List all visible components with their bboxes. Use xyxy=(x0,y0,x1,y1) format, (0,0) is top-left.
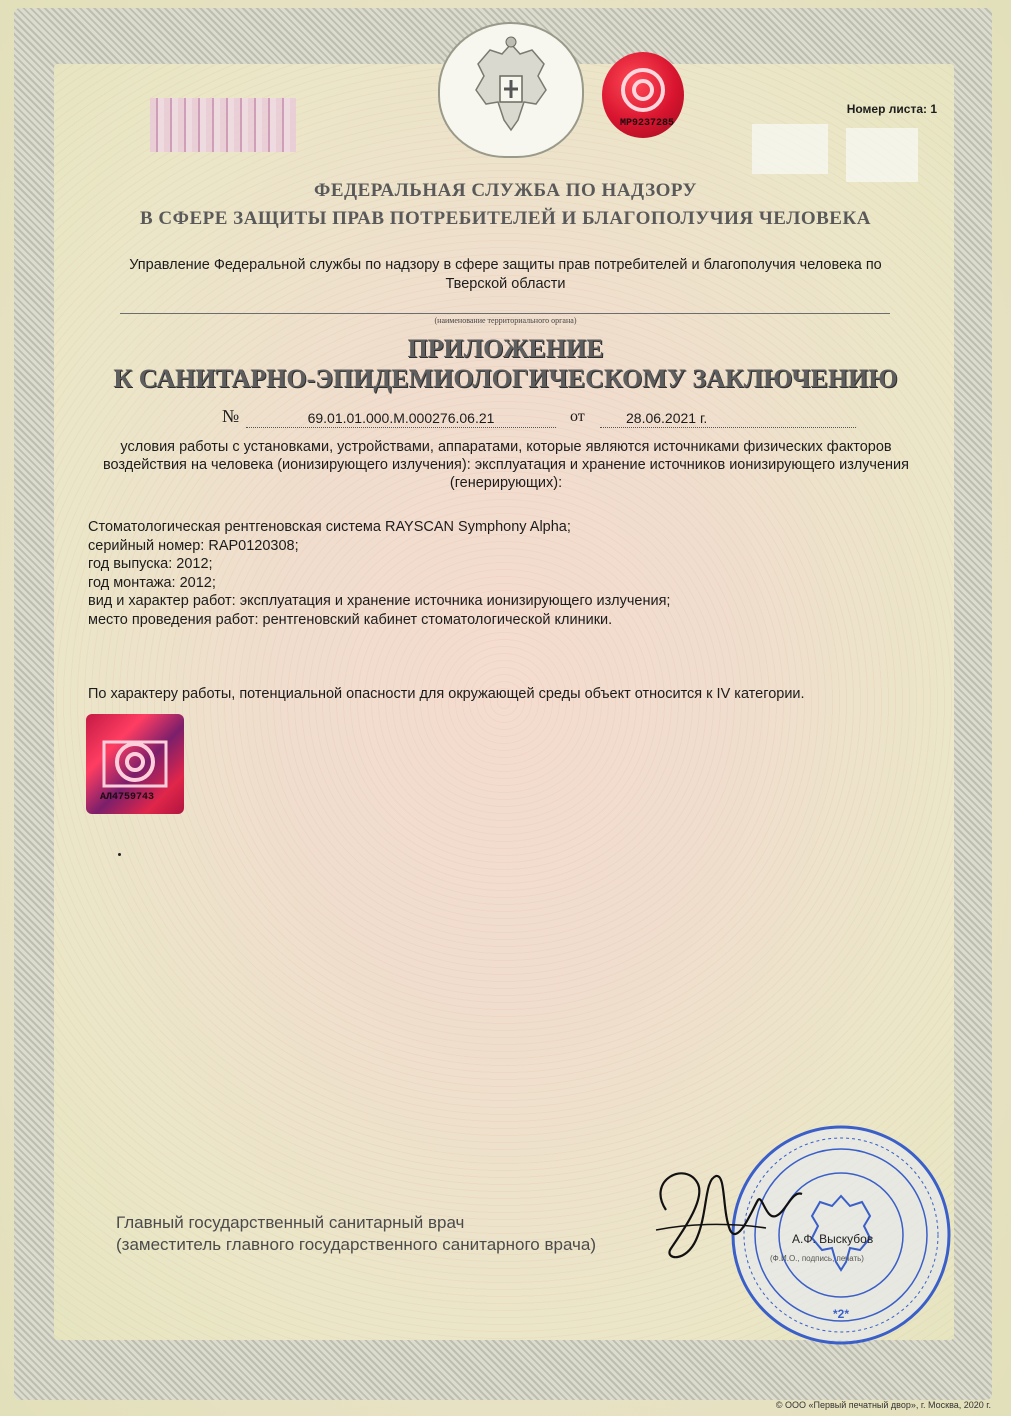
blank-area xyxy=(752,124,828,174)
ink-dot xyxy=(118,853,121,856)
territorial-caption: (наименование территориального органа) xyxy=(434,316,577,325)
hologram-sticker xyxy=(86,714,184,814)
blank-area xyxy=(846,128,918,182)
detail-line: год монтажа: 2012; xyxy=(88,574,216,591)
signatory-position-line-1: Главный государственный санитарный врач xyxy=(116,1213,465,1232)
hologram-code: МР9237285 xyxy=(620,118,675,129)
date-prefix: от xyxy=(570,408,585,425)
signatory-position-line-2: (заместитель главного государственного санитарного врача) xyxy=(116,1235,596,1254)
hologram-sticker xyxy=(602,52,684,138)
svg-text:*2*: *2* xyxy=(832,1307,850,1321)
signature-caption: (Ф.И.О., подпись, печать) xyxy=(770,1254,864,1263)
territorial-body: Управление Федеральной службы по надзору в сфере защиты прав потребителей и благополучия человека по Тверской области xyxy=(129,257,882,292)
agency-name-line-1: ФЕДЕРАЛЬНАЯ СЛУЖБА ПО НАДЗОРУ xyxy=(314,180,697,201)
signatory-name: А.Ф. Выскубов xyxy=(792,1232,874,1246)
number-sign: № xyxy=(222,406,240,426)
detail-line: вид и характер работ: эксплуатация и хранение источника ионизирующего излучения; xyxy=(88,593,671,609)
document-title-line-1: ПРИЛОЖЕНИЕ xyxy=(407,334,604,363)
detail-line: серийный номер: RAP0120308; xyxy=(88,537,299,554)
conclusion-number: 69.01.01.000.М.000276.06.21 xyxy=(246,410,556,428)
coat-of-arms-emblem xyxy=(438,22,584,158)
hologram-code: АЛ4759743 xyxy=(100,792,155,803)
detail-line: место проведения работ: рентгеновский кабинет стоматологической клиники. xyxy=(88,611,613,628)
sheet-number: Номер листа: 1 xyxy=(846,102,937,116)
detail-line: год выпуска: 2012; xyxy=(88,556,213,572)
conclusion-date: 28.06.2021 г. xyxy=(600,410,856,428)
security-strip xyxy=(150,98,296,152)
territorial-divider xyxy=(120,313,890,314)
equipment-details xyxy=(88,518,670,629)
detail-line: Стоматологическая рентгеновская система RAYSCAN Symphony Alpha; xyxy=(88,519,571,535)
hazard-category-statement: По характеру работы, потенциальной опасности для окружающей среды объект относится к IV категории. xyxy=(88,686,805,702)
signatory-position xyxy=(116,1212,596,1256)
agency-name-line-2: В СФЕРЕ ЗАЩИТЫ ПРАВ ПОТРЕБИТЕЛЕЙ И БЛАГОПОЛУЧИЯ ЧЕЛОВЕКА xyxy=(140,208,871,229)
document-title-line-2: К САНИТАРНО-ЭПИДЕМИОЛОГИЧЕСКОМУ ЗАКЛЮЧЕНИЮ xyxy=(113,364,898,393)
printer-imprint: © ООО «Первый печатный двор», г. Москва, 2020 г. xyxy=(775,1400,991,1410)
work-conditions: условия работы с установками, устройствами, аппаратами, которые являются источниками физических факторов воздействия на человека (ионизирующего излучения): эксплуатация и хранение источников ионизирующего излучения (генерирующих): xyxy=(102,439,910,491)
